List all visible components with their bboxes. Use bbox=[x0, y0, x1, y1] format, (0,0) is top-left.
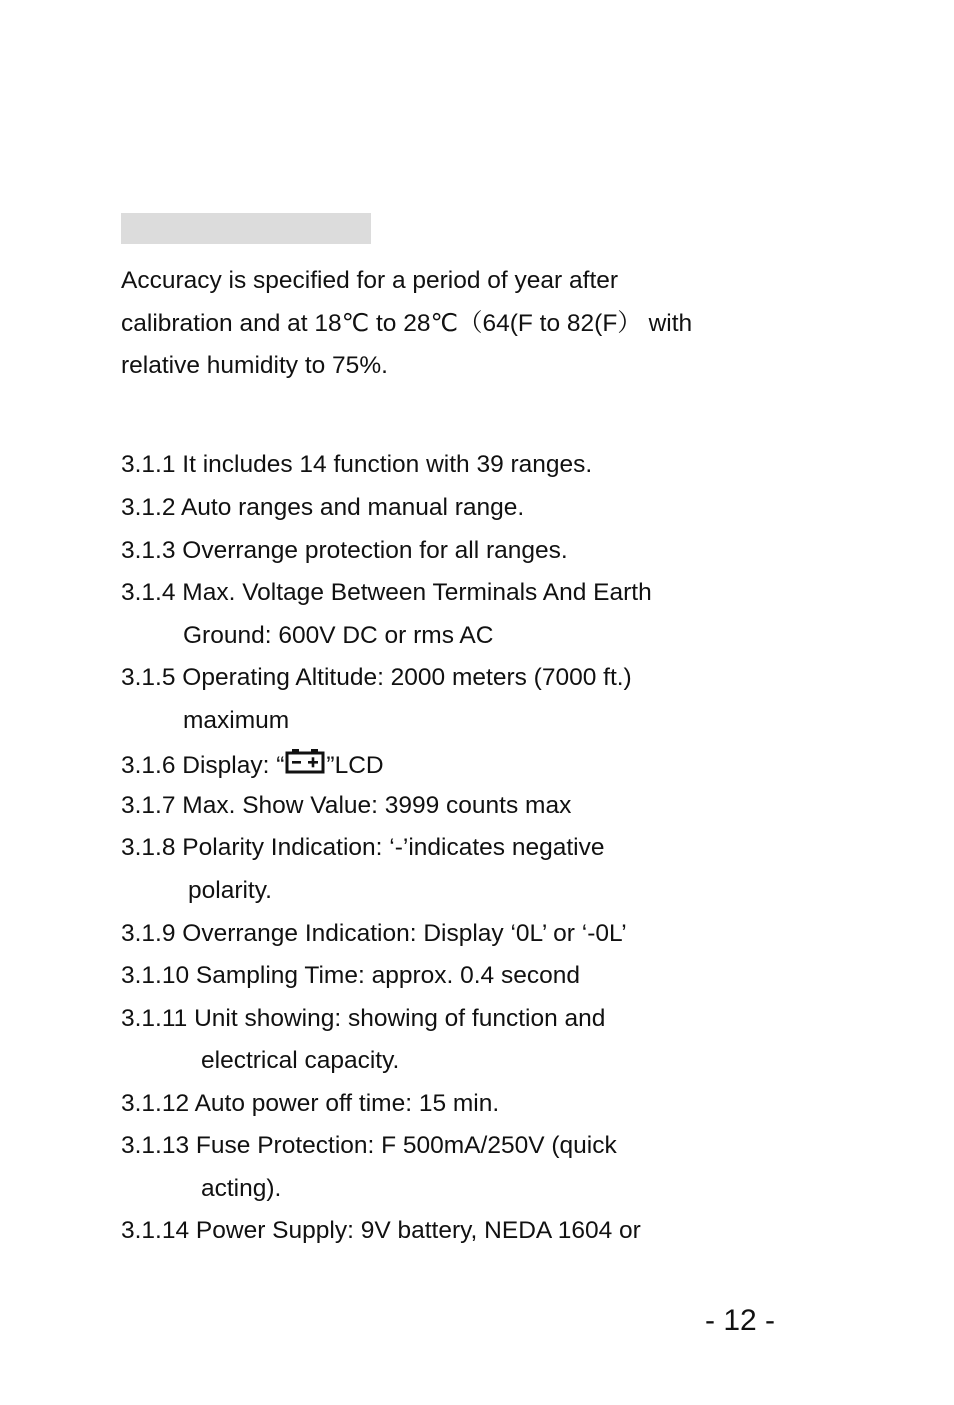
spec-item-3-1-13: 3.1.13 Fuse Protection: F 500mA/250V (quick bbox=[121, 1132, 617, 1159]
spec-item-3-1-11-continuation: electrical capacity. bbox=[201, 1047, 400, 1074]
spec-item-3-1-1: 3.1.1 It includes 14 function with 39 ranges. bbox=[121, 451, 593, 478]
spec-item-3-1-6 bbox=[121, 748, 384, 782]
section-heading-bar bbox=[121, 213, 371, 244]
intro-line-3: relative humidity to 75%. bbox=[121, 352, 388, 379]
spec-item-3-1-8: 3.1.8 Polarity Indication: ‘-’indicates negative bbox=[121, 834, 605, 861]
spec-item-3-1-13-continuation: acting). bbox=[201, 1175, 282, 1202]
spec-item-3-1-6-prefix: 3.1.6 Display: “ bbox=[121, 752, 285, 779]
spec-item-3-1-14: 3.1.14 Power Supply: 9V battery, NEDA 1604 or bbox=[121, 1217, 641, 1244]
spec-item-3-1-4-continuation: Ground: 600V DC or rms AC bbox=[183, 622, 494, 649]
spec-item-3-1-2: 3.1.2 Auto ranges and manual range. bbox=[121, 494, 525, 521]
spec-item-3-1-12: 3.1.12 Auto power off time: 15 min. bbox=[121, 1090, 500, 1117]
spec-item-3-1-11: 3.1.11 Unit showing: showing of function and bbox=[121, 1005, 606, 1032]
page-number: - 12 - bbox=[705, 1304, 776, 1337]
spec-item-3-1-4: 3.1.4 Max. Voltage Between Terminals And Earth bbox=[121, 579, 652, 606]
spec-item-3-1-3: 3.1.3 Overrange protection for all ranges. bbox=[121, 537, 568, 564]
intro-line-1: Accuracy is specified for a period of year after bbox=[121, 267, 619, 294]
spec-item-3-1-5: 3.1.5 Operating Altitude: 2000 meters (7000 ft.) bbox=[121, 664, 632, 691]
spec-item-3-1-7: 3.1.7 Max. Show Value: 3999 counts max bbox=[121, 792, 572, 819]
spec-item-3-1-10: 3.1.10 Sampling Time: approx. 0.4 second bbox=[121, 962, 580, 989]
intro-line-2: calibration and at 18℃ to 28℃（64(F to 82(F） with bbox=[121, 310, 693, 337]
spec-item-3-1-5-continuation: maximum bbox=[183, 707, 290, 734]
battery-icon bbox=[285, 748, 325, 782]
spec-item-3-1-9: 3.1.9 Overrange Indication: Display ‘0L’ or ‘-0L’ bbox=[121, 920, 627, 947]
spec-item-3-1-6-suffix: ”LCD bbox=[326, 752, 384, 779]
spec-item-3-1-8-continuation: polarity. bbox=[188, 877, 272, 904]
